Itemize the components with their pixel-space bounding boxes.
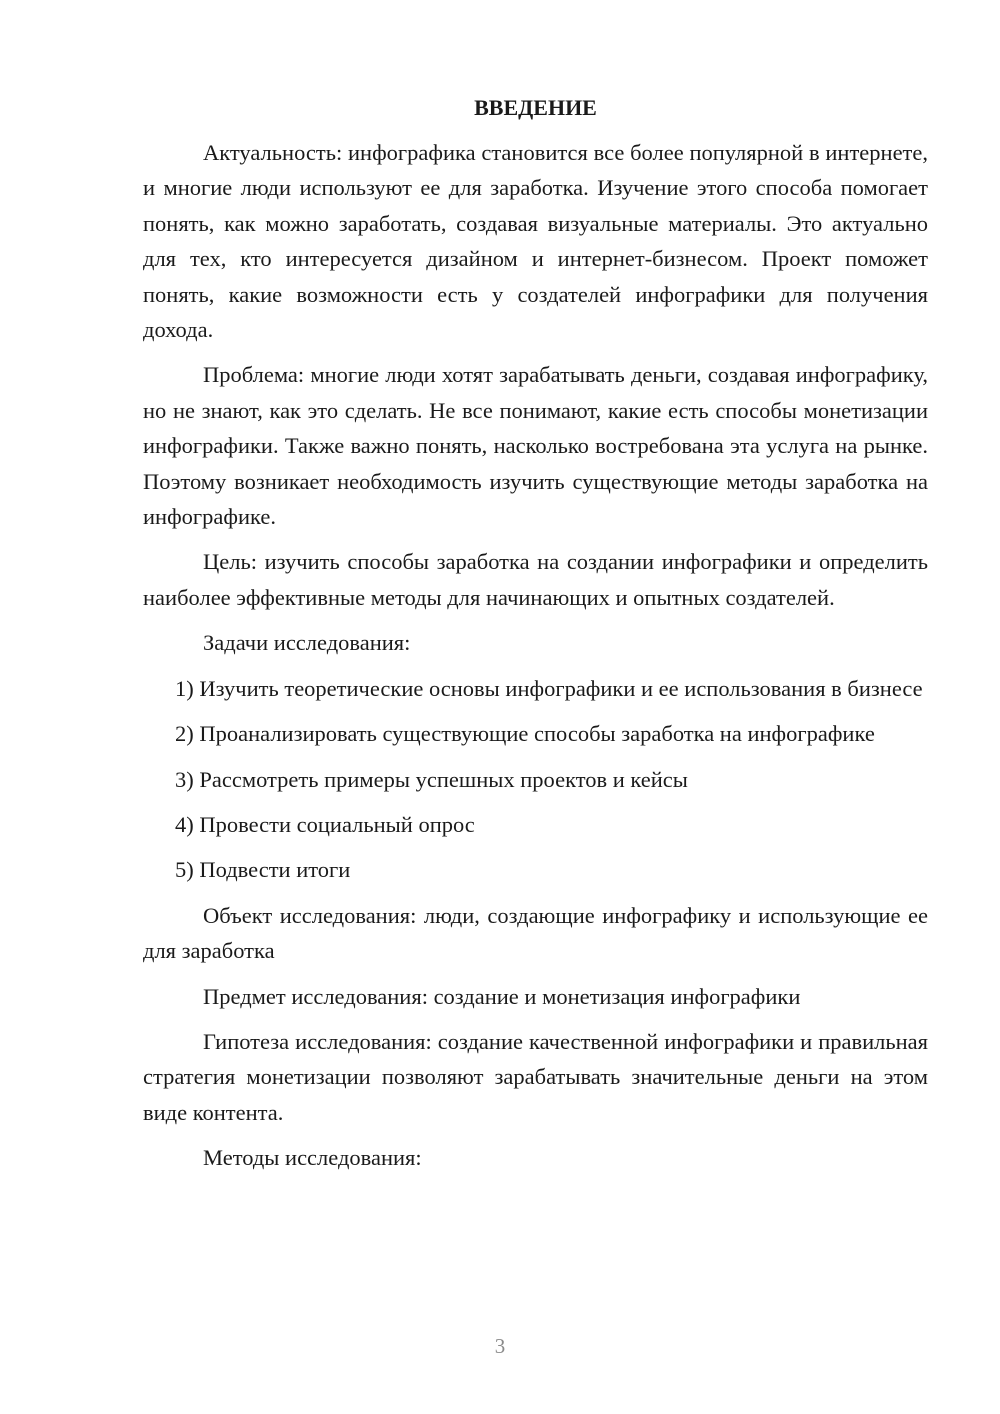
paragraph-problem: Проблема: многие люди хотят зарабатывать деньги, создавая инфографику, но не знают, как это сделать. Не все понимают, какие есть способы монетизации инфографики. Также важно понять, насколько востребована эта услуга на рынке. Поэтому возникает необходимость изучить существующие методы заработка на инфографике. (143, 362, 928, 530)
task-item-5: 5) Подвести итоги (175, 857, 351, 883)
page-title: ВВЕДЕНИЕ (474, 95, 597, 120)
paragraph-subject: Предмет исследования: создание и монетизация инфографики (203, 983, 801, 1009)
page-number: 3 (494, 1334, 506, 1358)
paragraph-object: Объект исследования: люди, создающие инфографику и использующие ее для заработка (143, 902, 928, 964)
methods-heading: Методы исследования: (203, 1145, 422, 1171)
task-item-4: 4) Провести социальный опрос (175, 811, 475, 837)
tasks-heading: Задачи исследования: (203, 630, 411, 656)
document-page (143, 90, 928, 1186)
paragraph-relevance: Актуальность: инфографика становится все более популярной в интернете, и многие люди используют ее для заработка. Изучение этого способа помогает понять, как можно заработать, создавая визуальные материалы. Это актуально для тех, кто интересуется дизайном и интернет-бизнесом. Проект поможет понять, какие возможности есть у создателей инфографики для получения дохода. (143, 140, 928, 343)
paragraph-goal: Цель: изучить способы заработка на создании инфографики и определить наиболее эффективные методы для начинающих и опытных создателей. (143, 549, 928, 610)
task-item-2: 2) Проанализировать существующие способы заработка на инфографике (175, 721, 875, 747)
paragraph-hypothesis: Гипотеза исследования: создание качественной инфографики и правильная стратегия монетизации позволяют зарабатывать значительные деньги на этом виде контента. (143, 1028, 928, 1125)
task-item-3: 3) Рассмотреть примеры успешных проектов и кейсы (175, 766, 688, 792)
task-item-1: 1) Изучить теоретические основы инфографики и ее использования в бизнесе (175, 675, 923, 701)
